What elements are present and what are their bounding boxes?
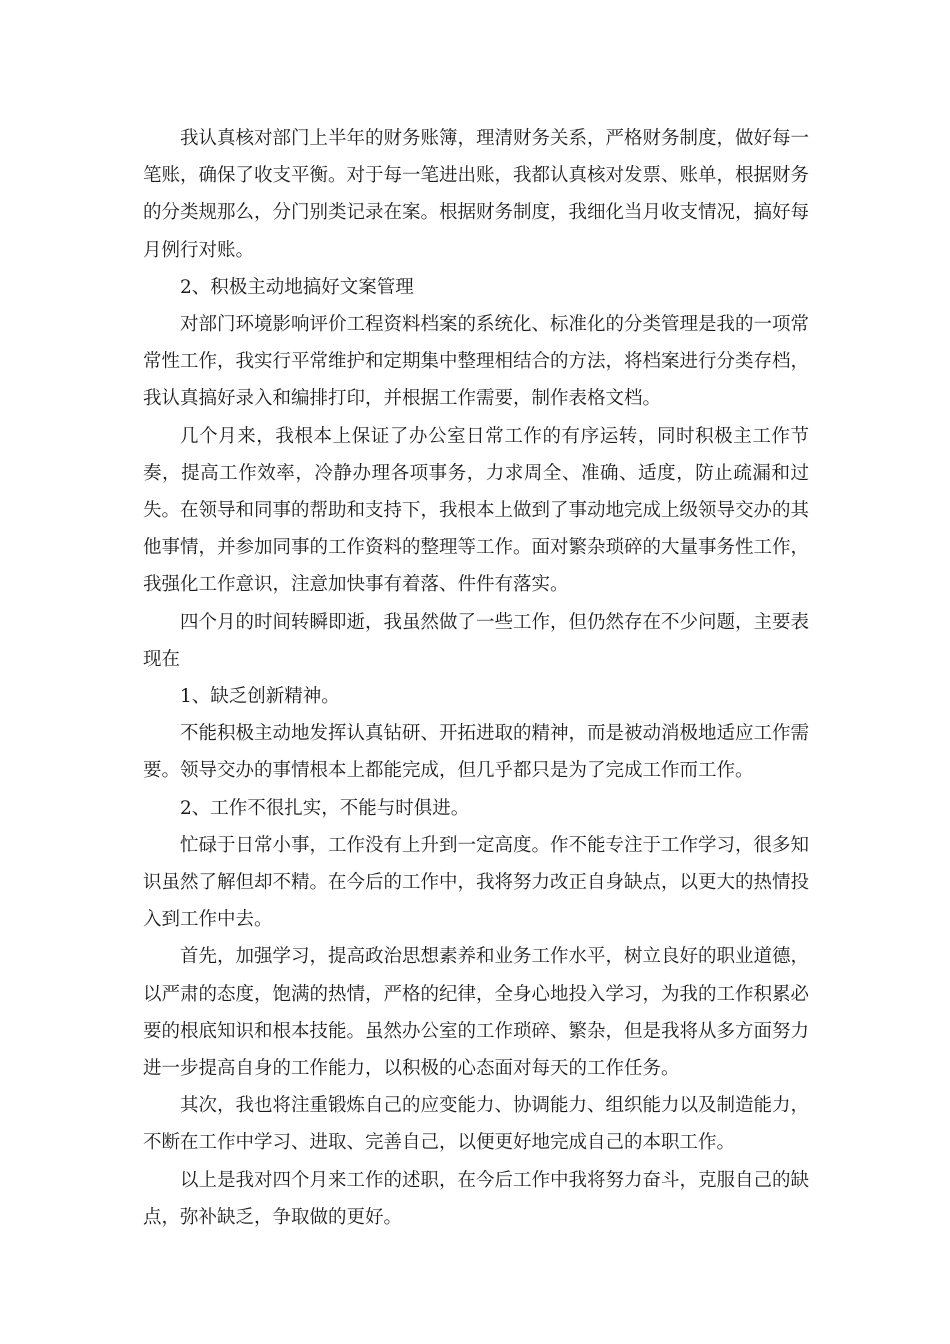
paragraph-office-work: 几个月来，我根本上保证了办公室日常工作的有序运转，同时积极主工作节奏，提高工作效率，冷静办理各项事务，力求周全、准确、适度，防止疏漏和过失。在领导和同事的帮助和支持下，我根本上做到了事动地完成上级领导交办的其他事情，并参加同事的工作资料的整理等工作。面对繁杂琐碎的大量事务性工作，我强化工作意识，注意加快事有着落、件件有落实。 — [143, 425, 810, 596]
heading-lack-innovation: 1、缺乏创新精神。 — [180, 686, 340, 708]
heading-not-solid: 2、工作不很扎实，不能与时俱进。 — [180, 797, 470, 819]
paragraph-innovation: 不能积极主动地发挥认真钻研、开拓进取的精神，而是被动消极地适应工作需要。领导交办的事情根本上都能完成，但几乎都只是为了完成工作而工作。 — [143, 723, 810, 782]
paragraph-first: 首先，加强学习，提高政治思想素养和业务工作水平，树立良好的职业道德，以严肃的态度，饱满的热情，严格的纪律，全身心地投入学习，为我的工作积累必要的根底知识和根本技能。虽然办公室的工作琐碎、繁杂，但是我将从多方面努力进一步提高自身的工作能力，以积极的心态面对每天的工作任务。 — [143, 946, 810, 1080]
paragraph-conclusion: 以上是我对四个月来工作的述职，在今后工作中我将努力奋斗，克服自己的缺点，弥补缺乏，争取做的更好。 — [143, 1169, 810, 1228]
paragraph-second: 其次，我也将注重锻炼自己的应变能力、协调能力、组织能力以及制造能力，不断在工作中学习、进取、完善自己，以便更好地完成自己的本职工作。 — [143, 1095, 810, 1154]
paragraph-finance: 我认真核对部门上半年的财务账簿，理清财务关系，严格财务制度，做好每一笔账，确保了收支平衡。对于每一笔进出账，我都认真核对发票、账单，根据财务的分类规那么，分门别类记录在案。根据财务制度，我细化当月收支情况，搞好每月例行对账。 — [143, 128, 810, 261]
paragraph-daily-work: 忙碌于日常小事，工作没有上升到一定高度。作不能专注于工作学习，很多知识虽然了解但却不精。在今后的工作中，我将努力改正自身缺点，以更大的热情投入到工作中去。 — [143, 834, 810, 931]
document-body — [143, 120, 809, 1236]
paragraph-problems: 四个月的时间转瞬即逝，我虽然做了一些工作，但仍然存在不少问题，主要表现在 — [143, 611, 810, 670]
heading-document-management: 2、积极主动地搞好文案管理 — [180, 276, 414, 298]
paragraph-archive: 对部门环境影响评价工程资料档案的系统化、标准化的分类管理是我的一项常常性工作，我实行平常维护和定期集中整理相结合的方法，将档案进行分类存档，我认真搞好录入和编排打印，并根据工作需要，制作表格文档。 — [143, 314, 810, 410]
